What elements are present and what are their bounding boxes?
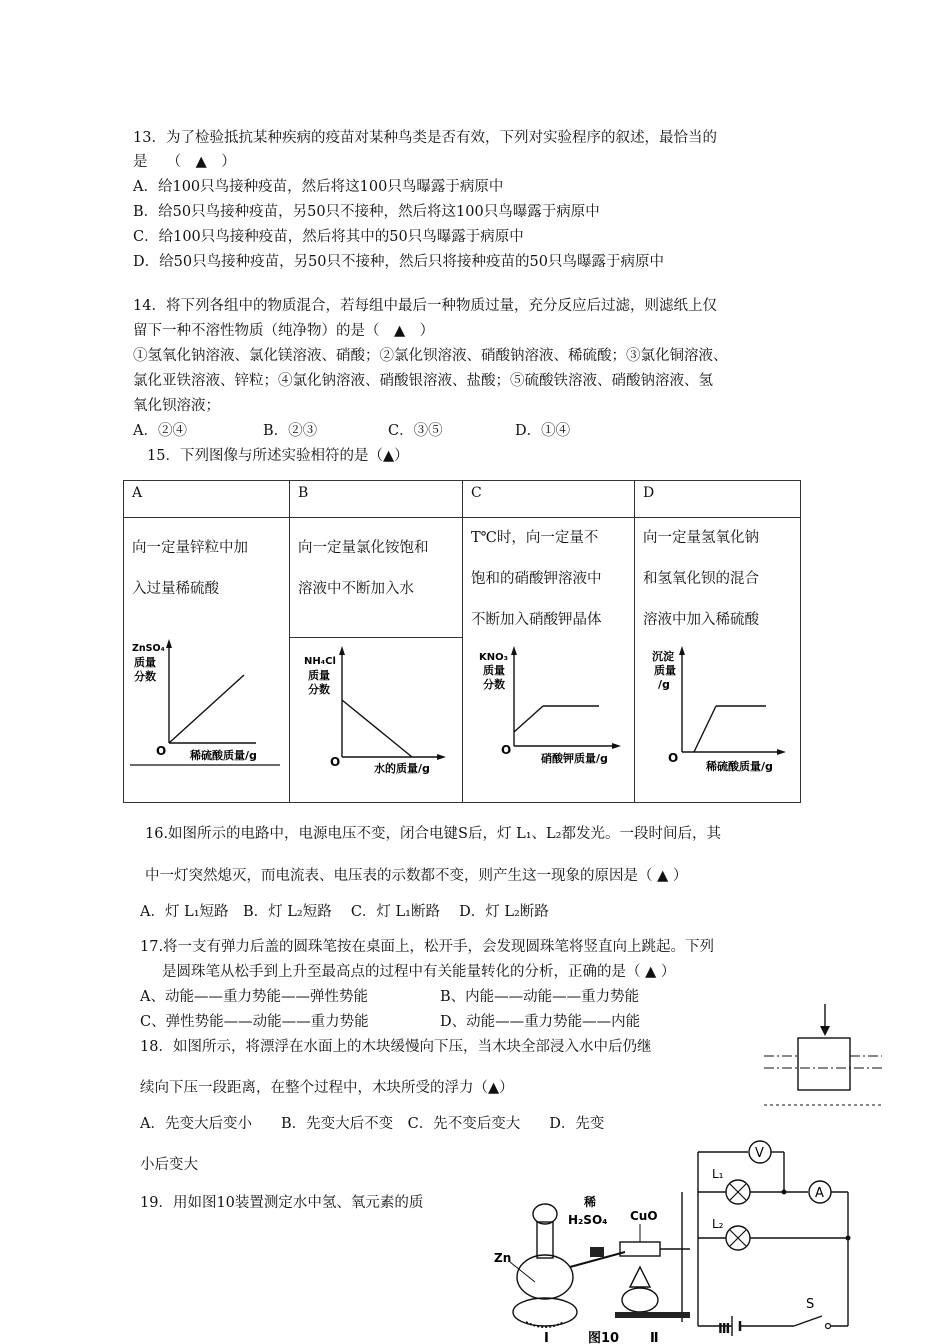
q15-b-ylabel-2: 质量 [308, 669, 330, 682]
q13-stem-line2: 是 （ ▲ ） [133, 154, 236, 170]
q17-option-c: C、弹性势能——动能——重力势能 [140, 1014, 369, 1030]
q15-col-b-label: B [298, 485, 309, 501]
q13-option-c: C．给100只鸟接种疫苗，然后将其中的50只鸟曝露于病原中 [133, 229, 524, 245]
q16-options: A．灯 L₁短路 B．灯 L₂短路 C．灯 L₁断路 D．灯 L₂断路 [140, 904, 549, 920]
q13-option-a: A．给100只鸟接种疫苗，然后将这100只鸟曝露于病原中 [133, 179, 504, 195]
q15-a-ylabel-2: 质量 [134, 656, 156, 669]
q15-col-c-label: C [471, 485, 482, 501]
q14-stem-line2: 留下一种不溶性物质（纯净物）的是（ ▲ ） [133, 323, 435, 339]
circuit-figure [688, 1138, 860, 1338]
q18-options: A．先变大后变小 B．先变大后不变 C．先不变后变大 D．先变 [140, 1116, 605, 1132]
q15-c-ylabel-2: 质量 [483, 664, 505, 677]
q14-stem-line4: 氯化亚铁溶液、锌粒；④氯化钠溶液、硝酸银溶液、盐酸；⑤硫酸铁溶液、硝酸钠溶液、氢 [133, 373, 713, 389]
q15-d-xlabel: 稀硫酸质量/g [706, 760, 773, 773]
q15-a-ylabel-3: 分数 [134, 670, 156, 683]
q15-c-ylabel-1: KNO₃ [479, 652, 508, 663]
fig10-cuo-label: CuO [630, 1209, 658, 1223]
q15-stem: 15．下列图像与所述实验相符的是（▲） [147, 448, 409, 464]
q17-stem-line2: 是圆珠笔从松手到上升至最高点的过程中有关能量转化的分析，正确的是（ ▲ ） [162, 964, 676, 980]
q14-option-c: C．③⑤ [388, 423, 443, 439]
q15-b-ylabel-3: 分数 [308, 683, 330, 696]
q15-graph-d [636, 638, 799, 801]
ammeter-label: A [815, 1186, 824, 1201]
q18-block-figure [760, 1000, 890, 1110]
q15-d-ylabel-2: 质量 [654, 664, 676, 677]
q15-col-a-label: A [132, 485, 143, 501]
q14-stem-line1: 14．将下列各组中的物质混合，若每组中最后一种物质过量，充分反应后过滤，则滤纸上仅 [133, 298, 717, 314]
fig10-part3: Ⅲ [718, 1322, 731, 1337]
q15-c-xlabel: 硝酸钾质量/g [541, 752, 608, 765]
q13-option-b: B．给50只鸟接种疫苗，另50只不接种，然后将这100只鸟曝露于病原中 [133, 204, 600, 220]
q17-option-d: D、动能——重力势能——内能 [440, 1014, 641, 1030]
q18-options-cont: 小后变大 [140, 1157, 198, 1173]
q15-a-xlabel: 稀硫酸质量/g [190, 749, 257, 762]
q14-option-a: A．②④ [133, 423, 187, 439]
lamp-l1-label: L₁ [712, 1167, 724, 1181]
q15-c-origin: O [501, 743, 512, 757]
q15-b-origin: O [330, 755, 341, 769]
q15-b-ylabel-1: NH₄Cl [304, 656, 336, 667]
q14-stem-line3: ①氢氧化钠溶液、氯化镁溶液、硝酸；②氯化钡溶液、硝酸钠溶液、稀硫酸；③氯化铜溶液、 [133, 348, 728, 364]
q18-stem-line2: 续向下压一段距离，在整个过程中，木块所受的浮力（▲） [140, 1080, 514, 1096]
voltmeter-label: V [755, 1146, 764, 1161]
q17-option-b: B、内能——动能——重力势能 [440, 989, 640, 1005]
q16-stem-line2: 中一灯突然熄灭，而电流表、电压表的示数都不变，则产生这一现象的原因是（ ▲ ） [145, 868, 688, 884]
q15-a-ylabel-1: ZnSO₄ [132, 643, 165, 654]
q15-graph-a [124, 637, 289, 801]
q15-col-b-desc: 向一定量氯化铵饱和 溶液中不断加入水 [298, 540, 429, 597]
q14-stem-line5: 氧化钡溶液； [133, 398, 220, 414]
fig10-caption: 图10 [588, 1331, 620, 1344]
q15-d-ylabel-1: 沉淀 [652, 650, 674, 663]
fig10-acid-label: 稀 [584, 1195, 597, 1209]
switch-icon [794, 1316, 822, 1326]
q15-d-ylabel-3: /g [658, 678, 670, 691]
q15-b-xlabel: 水的质量/g [374, 762, 430, 775]
q17-stem-line1: 17.将一支有弹力后盖的圆珠笔按在桌面上，松开手，会发现圆珠笔将竖直向上跳起。下列 [140, 939, 715, 955]
q15-col-d-desc: 向一定量氢氧化钠 和氢氧化钡的混合 溶液中加入稀硫酸 [643, 530, 759, 628]
q13-option-d: D．给50只鸟接种疫苗，另50只不接种，然后只将接种疫苗的50只鸟曝露于病原中 [133, 254, 664, 270]
q17-option-a: A、动能——重力势能——弹性势能 [140, 989, 368, 1005]
fig10-acid-formula: H₂SO₄ [568, 1213, 608, 1227]
lamp-l2-label: L₂ [712, 1217, 724, 1231]
q19-stem-line1: 19．用如图10装置测定水中氢、氧元素的质 [140, 1195, 424, 1211]
q15-col-a-desc: 向一定量锌粒中加 入过量稀硫酸 [132, 540, 248, 597]
fig10-part2: Ⅱ [650, 1331, 659, 1344]
q15-col-c-desc: T℃时，向一定量不 饱和的硝酸钾溶液中 不断加入硝酸钾晶体 [471, 530, 602, 628]
q14-option-b: B．②③ [263, 423, 318, 439]
q13-stem-line1: 13．为了检验抵抗某种疾病的疫苗对某种鸟类是否有效，下列对实验程序的叙述，最恰当的 [133, 130, 717, 146]
q15-col-d-label: D [643, 485, 655, 501]
q15-a-origin: O [156, 744, 167, 758]
fig10-zn-label: Zn [494, 1251, 512, 1265]
q15-graph-b [290, 638, 462, 801]
q14-option-d: D．①④ [515, 423, 571, 439]
q18-stem-line1: 18．如图所示，将漂浮在水面上的木块缓慢向下压，当木块全部浸入水中后仍继 [140, 1039, 652, 1055]
q15-c-ylabel-3: 分数 [483, 678, 505, 691]
figure-10-apparatus [490, 1182, 700, 1344]
q15-graph-c [463, 638, 635, 801]
q16-stem-line1: 16.如图所示的电路中，电源电压不变，闭合电键S后，灯 L₁、L₂都发光。一段时间后，其 [145, 826, 721, 842]
switch-label: S [806, 1297, 815, 1312]
fig10-part1: Ⅰ [544, 1331, 549, 1344]
q15-d-origin: O [668, 751, 679, 765]
